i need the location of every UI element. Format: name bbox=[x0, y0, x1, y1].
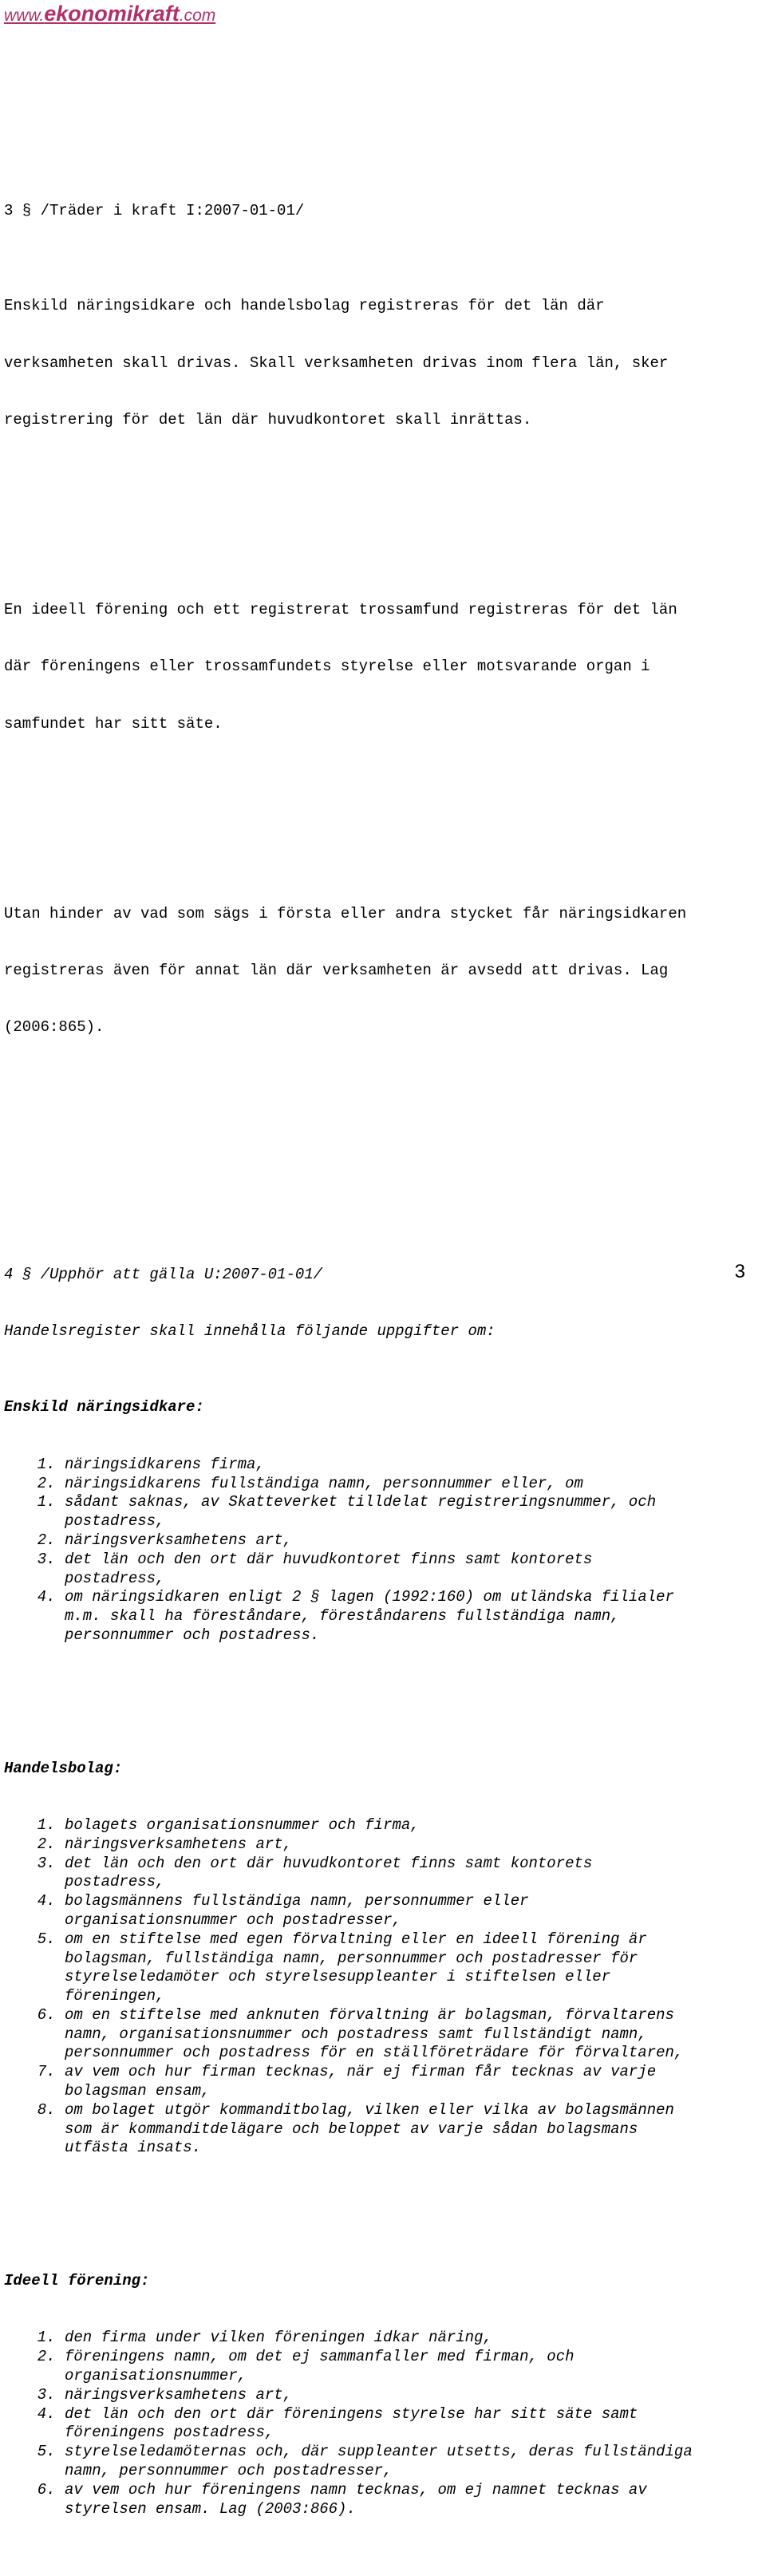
list-item-continuation: som är kommanditdelägare och beloppet av varje sådan bolagsmans bbox=[65, 2120, 638, 2138]
list-item-first-line bbox=[4, 1588, 762, 1607]
list-item bbox=[4, 1588, 762, 1645]
list-item-continuation: styrelsen ensam. Lag (2003:866). bbox=[65, 2499, 356, 2518]
list-item-continuation: styrelseledamöter och styrelsesuppleanter i stiftelsen eller bbox=[65, 1968, 611, 1986]
list-item-number: 3. bbox=[37, 1550, 56, 1568]
list-item-text: den firma under vilken föreningen idkar näring, bbox=[65, 2329, 492, 2347]
section-3 bbox=[4, 164, 762, 1171]
list-item-continuation: bolagsman ensam, bbox=[65, 2082, 211, 2100]
list-item-number: 6. bbox=[37, 2480, 56, 2499]
enskild-list bbox=[4, 1456, 762, 1646]
text-line: (2006:865). bbox=[4, 1018, 105, 1037]
handelsbolag-list bbox=[4, 1816, 762, 2158]
list-item bbox=[4, 1930, 762, 2006]
list-item-first-line bbox=[4, 2063, 762, 2082]
list-item bbox=[4, 1816, 762, 1835]
list-item-number: 3. bbox=[37, 1854, 56, 1872]
list-item-first-line bbox=[4, 2481, 762, 2500]
list-item-text: näringsverksamhetens art, bbox=[65, 1835, 293, 1853]
text-line: Enskild näringsidkare och handelsbolag registreras för det län där bbox=[4, 297, 605, 315]
list-item-number: 1. bbox=[37, 2329, 56, 2347]
list-item-continuation: postadress, bbox=[65, 1873, 165, 1891]
list-item-first-line bbox=[4, 1816, 762, 1835]
list-item-first-line bbox=[4, 2386, 762, 2405]
section-4-heading: 4 § /Upphör att gälla U:2007-01-01/ bbox=[4, 1265, 323, 1283]
list-item-number: 2. bbox=[37, 1835, 56, 1853]
list-item-number: 8. bbox=[37, 2100, 56, 2119]
list-item-continuation: postadress, bbox=[65, 1512, 165, 1531]
list-item-number: 3. bbox=[37, 2385, 56, 2404]
site-logo-link[interactable] bbox=[4, 2, 215, 28]
list-item-first-line bbox=[4, 2405, 762, 2424]
list-item-number: 5. bbox=[37, 2443, 56, 2461]
list-item-text: det län och den ort där föreningens styrelse har sitt säte samt bbox=[65, 2404, 638, 2423]
list-item-continuation: föreningens postadress, bbox=[65, 2424, 274, 2442]
text-line: registreras även för annat län där verksamheten är avsedd att drivas. Lag bbox=[4, 962, 669, 980]
section-3-paragraph-1 bbox=[4, 259, 762, 468]
logo-brand: ekonomikraft bbox=[44, 2, 180, 26]
ideell-label: Ideell förening: bbox=[4, 2272, 150, 2290]
list-item-text: styrelseledamöternas och, där suppleanter utsetts, deras fullständiga bbox=[65, 2443, 693, 2461]
list-item-first-line bbox=[4, 1493, 762, 1512]
text-line: Utan hinder av vad som sägs i första eller andra stycket får näringsidkaren bbox=[4, 904, 687, 923]
list-item bbox=[4, 2006, 762, 2063]
list-item-first-line bbox=[4, 2006, 762, 2025]
list-item-first-line bbox=[4, 1892, 762, 1911]
list-item-text: näringsverksamhetens art, bbox=[65, 2385, 293, 2404]
section-3-paragraph-2 bbox=[4, 563, 762, 772]
list-item bbox=[4, 1892, 762, 1930]
list-item-number: 1. bbox=[37, 1455, 56, 1473]
list-item-first-line bbox=[4, 2443, 762, 2462]
list-item-text: om en stiftelse med egen förvaltning eller en ideell förening är bbox=[65, 1930, 647, 1948]
list-item bbox=[4, 2101, 762, 2158]
list-item bbox=[4, 1531, 762, 1551]
list-item-text: om bolaget utgör kommanditbolag, vilken eller vilka av bolagsmännen bbox=[65, 2100, 674, 2119]
ideell-list bbox=[4, 2329, 762, 2519]
list-item bbox=[4, 1456, 762, 1475]
section-4 bbox=[4, 1227, 762, 2557]
list-item-continuation: utfästa insats. bbox=[65, 2139, 202, 2157]
list-item-number: 1. bbox=[37, 1815, 56, 1834]
list-item-continuation: namn, organisationsnummer och postadress samt fullständigt namn, bbox=[65, 2025, 647, 2043]
list-item bbox=[4, 2329, 762, 2348]
list-item-text: det län och den ort där huvudkontoret finns samt kontorets bbox=[65, 1550, 593, 1568]
list-item-text: bolagets organisationsnummer och firma, bbox=[65, 1815, 420, 1834]
list-item-text: näringsverksamhetens art, bbox=[65, 1531, 293, 1549]
list-item-continuation: m.m. skall ha föreståndare, föreståndarens fullständiga namn, bbox=[65, 1607, 620, 1626]
list-item-text: näringsidkarens fullständiga namn, personnummer eller, om bbox=[65, 1474, 583, 1492]
list-item-continuation: organisationsnummer och postadresser, bbox=[65, 1910, 401, 1929]
list-item-first-line bbox=[4, 1855, 762, 1874]
list-item bbox=[4, 1835, 762, 1855]
list-item-first-line bbox=[4, 2101, 762, 2120]
list-item-first-line bbox=[4, 1531, 762, 1551]
list-item bbox=[4, 2386, 762, 2405]
list-item-continuation: namn, personnummer och postadresser, bbox=[65, 2462, 393, 2480]
list-item bbox=[4, 1551, 762, 1589]
list-item-text: av vem och hur föreningens namn tecknas, om ej namnet tecknas av bbox=[65, 2480, 647, 2499]
list-item bbox=[4, 1475, 762, 1494]
list-item-first-line bbox=[4, 2329, 762, 2348]
list-item-number: 7. bbox=[37, 2063, 56, 2081]
list-item-text: sådant saknas, av Skatteverket tilldelat registreringsnummer, och bbox=[65, 1493, 657, 1511]
section-3-paragraph-3 bbox=[4, 867, 762, 1076]
text-line: där föreningens eller trossamfundets styrelse eller motsvarande organ i bbox=[4, 658, 650, 676]
text-line: verksamheten skall drivas. Skall verksamheten drivas inom flera län, sker bbox=[4, 354, 669, 372]
list-item bbox=[4, 1493, 762, 1531]
list-item-first-line bbox=[4, 2348, 762, 2367]
list-item-text: bolagsmännens fullständiga namn, personnummer eller bbox=[65, 1892, 529, 1910]
list-item-first-line bbox=[4, 1475, 762, 1494]
list-item-number: 6. bbox=[37, 2005, 56, 2024]
list-item bbox=[4, 2348, 762, 2386]
section-4-intro: Handelsregister skall innehålla följande uppgifter om: bbox=[4, 1322, 496, 1341]
logo-tld: .com bbox=[179, 6, 216, 25]
text-line: En ideell förening och ett registrerat trossamfund registreras för det län bbox=[4, 600, 677, 618]
list-item-text: föreningens namn, om det ej sammanfaller med firman, och bbox=[65, 2348, 574, 2366]
list-item-text: näringsidkarens firma, bbox=[65, 1455, 265, 1473]
list-item-number: 4. bbox=[37, 1892, 56, 1910]
list-item-text: om en stiftelse med anknuten förvaltning är bolagsman, förvaltarens bbox=[65, 2005, 674, 2024]
list-item-number: 2. bbox=[37, 1474, 56, 1492]
list-item bbox=[4, 2481, 762, 2519]
list-item-number: 2. bbox=[37, 1531, 56, 1549]
text-line: samfundet har sitt säte. bbox=[4, 714, 223, 733]
text-line: registrering för det län där huvudkontoret skall inrättas. bbox=[4, 410, 532, 429]
list-item-continuation: personnummer och postadress för en ställföreträdare för förvaltaren, bbox=[65, 2044, 684, 2062]
list-item-number: 4. bbox=[37, 2404, 56, 2423]
list-item-first-line bbox=[4, 1930, 762, 1950]
list-item-continuation: personnummer och postadress. bbox=[65, 1626, 320, 1644]
list-item-continuation: föreningen, bbox=[65, 1987, 165, 2005]
list-item-continuation: organisationsnummer, bbox=[65, 2367, 247, 2385]
list-item bbox=[4, 2443, 762, 2481]
list-item-first-line bbox=[4, 1835, 762, 1855]
list-item-number: 4. bbox=[37, 1588, 56, 1606]
list-item bbox=[4, 1855, 762, 1893]
list-item-text: av vem och hur firman tecknas, när ej firman får tecknas av varje bbox=[65, 2063, 657, 2081]
logo-www: www. bbox=[4, 6, 45, 25]
list-item-number: 5. bbox=[37, 1930, 56, 1948]
list-item bbox=[4, 2063, 762, 2101]
list-item-continuation: bolagsman, fullständiga namn, personnummer och postadresser för bbox=[65, 1949, 638, 1967]
list-item-number: 2. bbox=[37, 2348, 56, 2366]
list-item-continuation: postadress, bbox=[65, 1569, 165, 1587]
list-item-text: det län och den ort där huvudkontoret finns samt kontorets bbox=[65, 1854, 593, 1872]
handelsbolag-label: Handelsbolag: bbox=[4, 1759, 123, 1777]
list-item-first-line bbox=[4, 1456, 762, 1475]
list-item-number: 1. bbox=[37, 1493, 56, 1511]
list-item-first-line bbox=[4, 1551, 762, 1570]
enskild-label: Enskild näringsidkare: bbox=[4, 1398, 204, 1416]
section-3-heading: 3 § /Träder i kraft I:2007-01-01/ bbox=[4, 202, 305, 220]
page-number: 3 bbox=[734, 1261, 745, 1282]
list-item bbox=[4, 2405, 762, 2444]
list-item-text: om näringsidkaren enligt 2 § lagen (1992:160) om utländska filialer bbox=[65, 1588, 674, 1606]
document-body bbox=[4, 126, 762, 2576]
